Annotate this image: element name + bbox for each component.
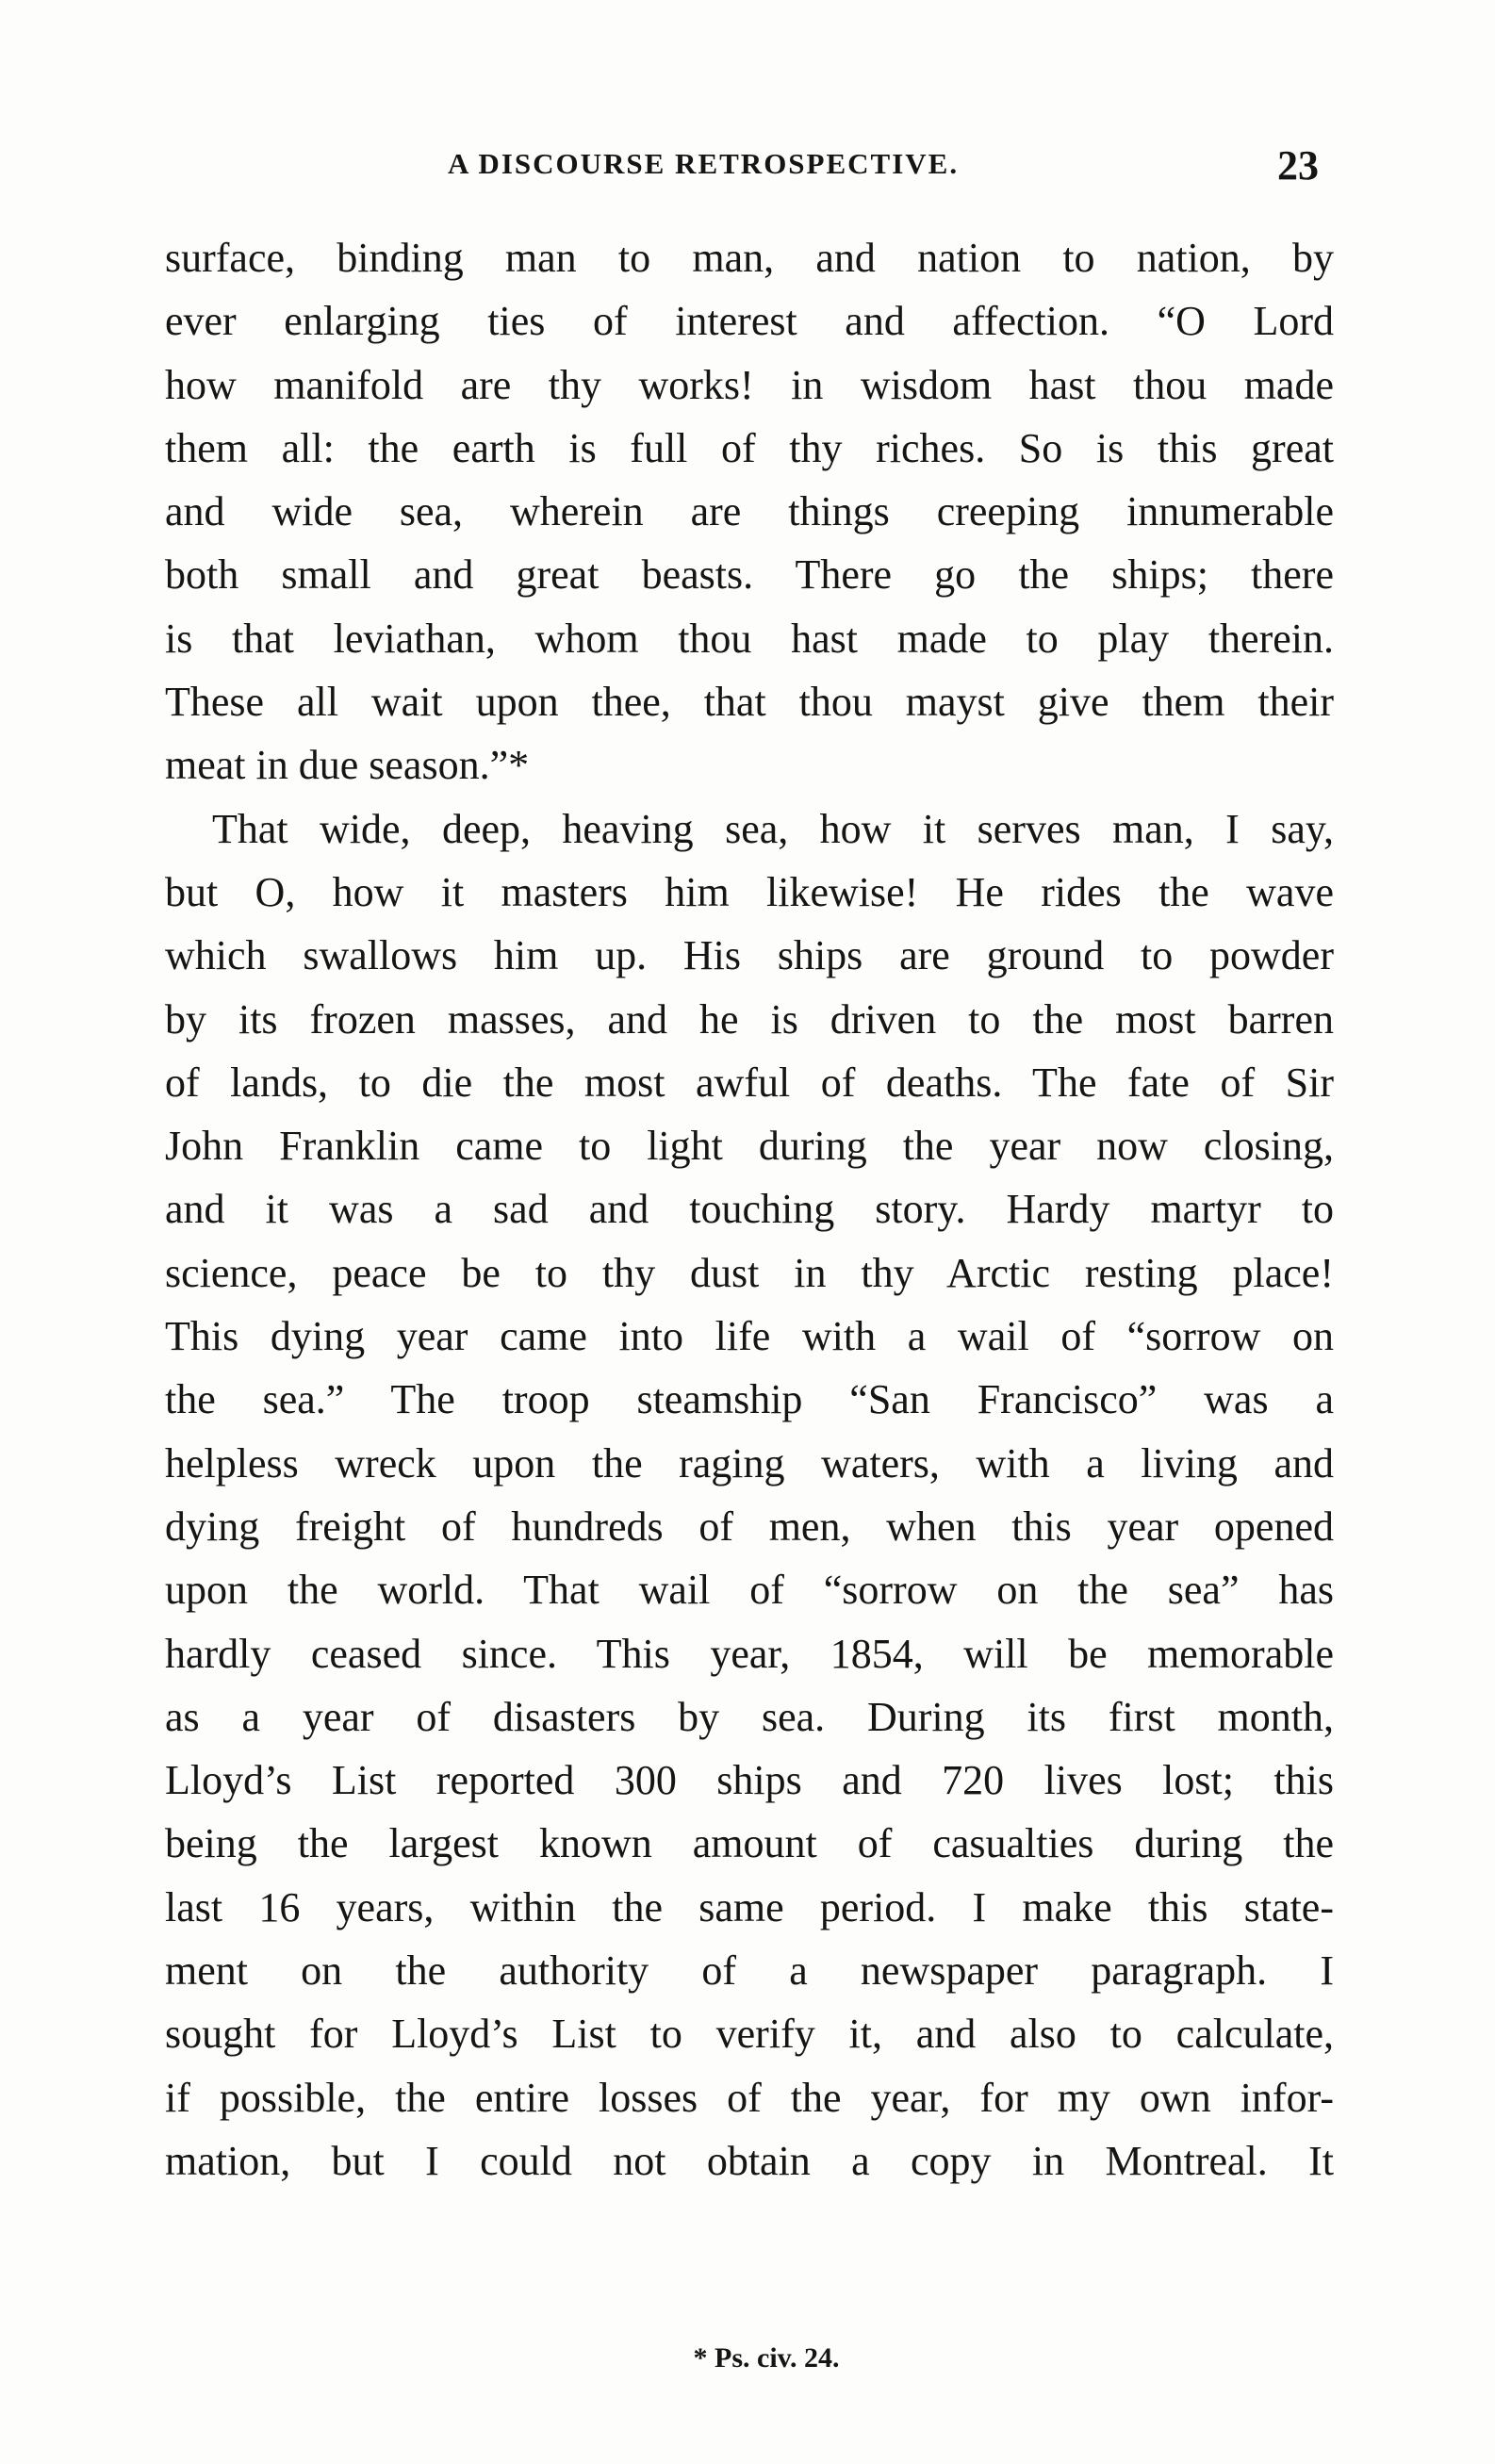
text-line: how manifold are thy works! in wisdom hast thou made xyxy=(165,361,1334,408)
text-line: and wide sea, wherein are things creeping innumerable xyxy=(165,488,1334,535)
text-line: the sea.” The troop steamship “San Francisco” was a xyxy=(165,1376,1334,1423)
text-line: This dying year came into life with a wail of “sorrow on xyxy=(165,1313,1334,1360)
text-line: ment on the authority of a newspaper paragraph. I xyxy=(165,1947,1334,1995)
text-line: upon the world. That wail of “sorrow on the sea” has xyxy=(165,1567,1334,1614)
text-line: of lands, to die the most awful of deaths. The fate of Sir xyxy=(165,1059,1334,1106)
running-title: A DISCOURSE RETROSPECTIVE. xyxy=(448,147,960,180)
text-line: is that leviathan, whom thou hast made to play therein. xyxy=(165,615,1334,662)
body-text xyxy=(165,226,1334,2193)
text-line: hardly ceased since. This year, 1854, will be memorable xyxy=(165,1630,1334,1677)
text-line: as a year of disasters by sea. During its first month, xyxy=(165,1693,1334,1740)
text-line: last 16 years, within the same period. I make this state- xyxy=(165,1883,1334,1930)
footnote-text: * Ps. civ. 24. xyxy=(693,2342,840,2374)
text-line: and it was a sad and touching story. Hardy martyr to xyxy=(165,1186,1334,1233)
text-line: being the largest known amount of casualties during the xyxy=(165,1820,1334,1867)
text-line: by its frozen masses, and he is driven to the most barren xyxy=(165,995,1334,1043)
text-line: ever enlarging ties of interest and affection. “O Lord xyxy=(165,298,1334,345)
text-line: Lloyd’s List reported 300 ships and 720 lives lost; this xyxy=(165,1757,1334,1804)
text-line: if possible, the entire losses of the year, for my own infor- xyxy=(165,2074,1334,2121)
text-line: surface, binding man to man, and nation to nation, by xyxy=(165,235,1334,281)
page-number: 23 xyxy=(1277,142,1319,189)
text-line: science, peace be to thy dust in thy Arctic resting place! xyxy=(165,1249,1334,1296)
footnote xyxy=(0,2342,1495,2374)
text-line: them all: the earth is full of thy riches. So is this great xyxy=(165,424,1334,471)
text-line: These all wait upon thee, that thou mayst give them their xyxy=(165,679,1334,726)
running-header xyxy=(0,141,1495,198)
text-line: meat in due season.”* xyxy=(165,742,530,789)
text-line: dying freight of hundreds of men, when this year opened xyxy=(165,1503,1334,1550)
text-line: helpless wreck upon the raging waters, with a living and xyxy=(165,1439,1334,1487)
text-line: but O, how it masters him likewise! He rides the wave xyxy=(165,868,1334,915)
paragraph-first-line: That wide, deep, heaving sea, how it serves man, I say, xyxy=(212,805,1334,852)
text-line: which swallows him up. His ships are ground to powder xyxy=(165,932,1334,979)
text-line: John Franklin came to light during the year now closing, xyxy=(165,1123,1334,1170)
text-line: sought for Lloyd’s List to verify it, and also to calculate, xyxy=(165,2011,1334,2058)
text-line: mation, but I could not obtain a copy in Montreal. It xyxy=(165,2137,1334,2184)
text-line: both small and great beasts. There go the ships; there xyxy=(165,551,1334,599)
